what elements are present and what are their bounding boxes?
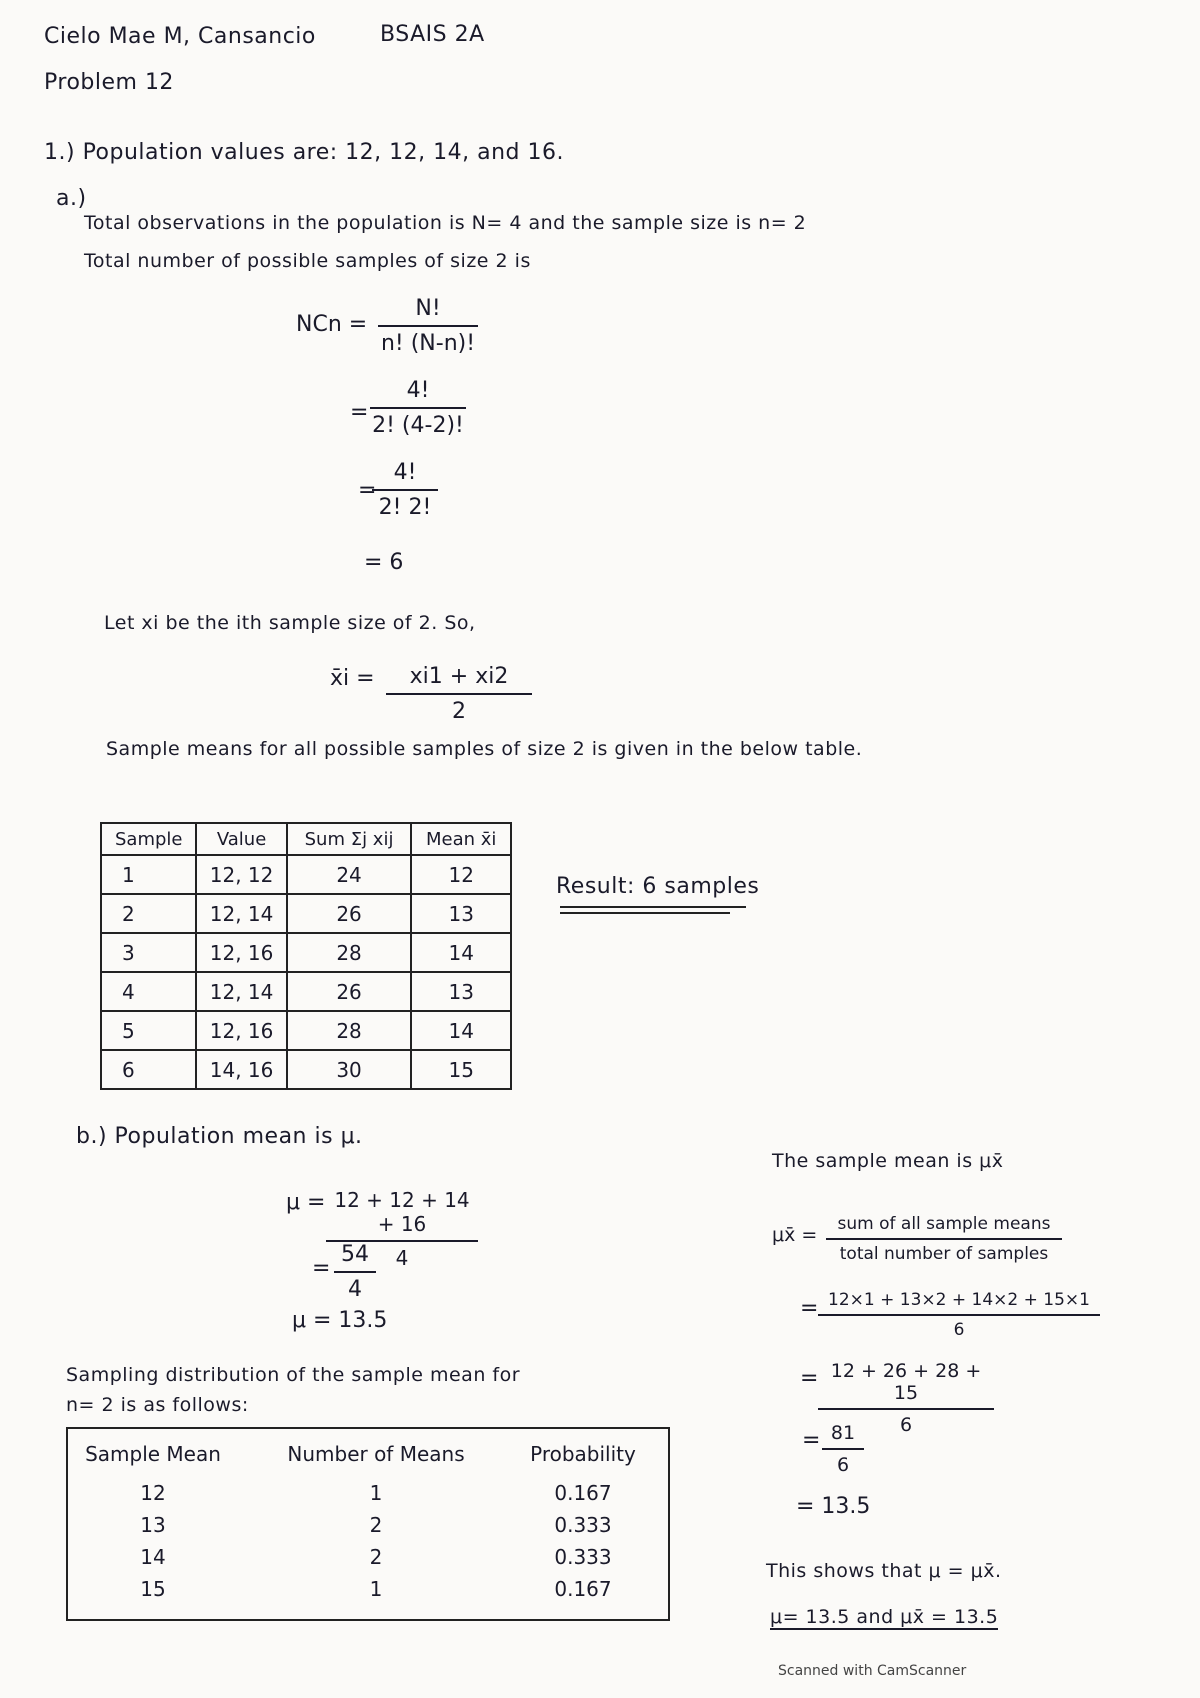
possible-samples-line: Total number of possible samples of size 2 is xyxy=(84,250,531,272)
fraction-numerator: xi1 + xi2 xyxy=(386,664,532,695)
table-row xyxy=(101,894,511,933)
cell-count: 2 xyxy=(369,1545,383,1569)
sampling-distribution-line-2: n= 2 is as follows: xyxy=(66,1394,249,1416)
fraction-numerator: 81 xyxy=(822,1422,864,1450)
mu-fraction-2 xyxy=(334,1242,376,1302)
column-number-of-means xyxy=(276,1429,476,1605)
conclusion-line: This shows that μ = μx̄. xyxy=(766,1560,1002,1582)
equals-sign: = xyxy=(358,478,377,503)
table-header-row xyxy=(101,823,511,855)
column-header-sample-mean: Sample Mean xyxy=(85,1442,221,1466)
column-header-sample: Sample xyxy=(101,823,196,855)
cell-probability: 0.167 xyxy=(554,1577,612,1601)
cell-sample: 5 xyxy=(101,1011,196,1050)
fraction-numerator: 12×1 + 13×2 + 14×2 + 15×1 xyxy=(818,1290,1100,1316)
table-row xyxy=(101,855,511,894)
sample-mean-fraction-1 xyxy=(826,1214,1062,1264)
fraction-numerator: 4! xyxy=(372,460,438,491)
cell-value: 12, 14 xyxy=(196,894,286,933)
cell-value: 12, 14 xyxy=(196,972,286,1011)
fraction-denominator: 2! (4-2)! xyxy=(372,413,464,438)
fraction-numerator: 12 + 12 + 14 + 16 xyxy=(326,1188,478,1242)
fraction-numerator: 54 xyxy=(334,1242,376,1273)
cell-value: 14, 16 xyxy=(196,1050,286,1089)
cell-sample: 4 xyxy=(101,972,196,1011)
column-header-probability: Probability xyxy=(530,1442,636,1466)
cell-mean: 13 xyxy=(140,1513,166,1537)
let-xi-line: Let xi be the ith sample size of 2. So, xyxy=(104,612,476,634)
cell-sum: 24 xyxy=(287,855,412,894)
cell-mean: 14 xyxy=(411,933,511,972)
sample-mean-lhs: μx̄ = xyxy=(772,1224,818,1246)
cell-mean: 14 xyxy=(411,1011,511,1050)
cell-value: 12, 12 xyxy=(196,855,286,894)
cell-probability: 0.167 xyxy=(554,1481,612,1505)
cell-sum: 28 xyxy=(287,933,412,972)
course-label: BSAIS 2A xyxy=(380,22,485,47)
part-a-label: a.) xyxy=(56,186,87,211)
cell-value: 12, 16 xyxy=(196,933,286,972)
cell-sample: 2 xyxy=(101,894,196,933)
cell-count: 1 xyxy=(369,1577,383,1601)
cell-mean: 15 xyxy=(140,1577,166,1601)
sample-mean-fraction-4 xyxy=(822,1422,864,1476)
cell-mean: 13 xyxy=(411,894,511,933)
combination-lhs: NCn = xyxy=(296,312,368,337)
column-header-mean: Mean x̄i xyxy=(411,823,511,855)
cell-probability: 0.333 xyxy=(554,1513,612,1537)
cell-mean: 15 xyxy=(411,1050,511,1089)
result-underline-second xyxy=(560,912,730,914)
cell-count: 2 xyxy=(369,1513,383,1537)
fraction-numerator: sum of all sample means xyxy=(826,1214,1062,1240)
cell-sum: 26 xyxy=(287,894,412,933)
observations-line: Total observations in the population is N= 4 and the sample size is n= 2 xyxy=(84,212,807,234)
cell-mean: 14 xyxy=(140,1545,166,1569)
column-sample-mean xyxy=(78,1429,228,1605)
column-header-value: Value xyxy=(196,823,286,855)
cell-probability: 0.333 xyxy=(554,1545,612,1569)
cell-sample: 1 xyxy=(101,855,196,894)
combination-result: = 6 xyxy=(364,550,404,575)
sample-means-line: Sample means for all possible samples of size 2 is given in the below table. xyxy=(106,738,863,760)
cell-count: 1 xyxy=(369,1481,383,1505)
combination-fraction-3 xyxy=(372,460,438,520)
sample-mean-title: The sample mean is μx̄ xyxy=(772,1150,1004,1172)
equals-sign: = xyxy=(800,1366,819,1391)
fraction-numerator: 4! xyxy=(370,378,466,409)
cell-sample: 6 xyxy=(101,1050,196,1089)
sample-mean-fraction-2 xyxy=(818,1290,1100,1340)
population-values: 1.) Population values are: 12, 12, 14, and 16. xyxy=(44,140,564,165)
population-mean-line: b.) Population mean is μ. xyxy=(76,1124,363,1149)
combination-fraction-2 xyxy=(370,378,466,438)
equals-sign: = xyxy=(350,400,369,425)
equals-sign: = xyxy=(802,1428,821,1453)
fraction-denominator: n! (N-n)! xyxy=(380,331,476,356)
population-mean-result: μ = 13.5 xyxy=(292,1308,388,1333)
fraction-denominator: 6 xyxy=(899,1414,913,1436)
cell-sum: 28 xyxy=(287,1011,412,1050)
column-header-number-of-means: Number of Means xyxy=(287,1442,465,1466)
xbar-lhs: x̄i = xyxy=(330,666,375,691)
fraction-denominator: 6 xyxy=(836,1454,850,1476)
equals-sign: = xyxy=(800,1296,819,1321)
cell-mean: 12 xyxy=(411,855,511,894)
fraction-denominator: 6 xyxy=(953,1320,965,1340)
table-row xyxy=(101,1050,511,1089)
column-header-sum: Sum Σj xij xyxy=(287,823,412,855)
fraction-numerator: N! xyxy=(378,296,478,327)
cell-value: 12, 16 xyxy=(196,1011,286,1050)
sample-mean-result: = 13.5 xyxy=(796,1494,871,1519)
fraction-denominator: total number of samples xyxy=(839,1244,1049,1264)
sampling-distribution-table xyxy=(66,1427,670,1621)
mu-lhs: μ = xyxy=(286,1190,326,1215)
cell-sample: 3 xyxy=(101,933,196,972)
xbar-fraction xyxy=(386,664,532,724)
fraction-denominator: 4 xyxy=(395,1246,409,1270)
sampling-distribution-line-1: Sampling distribution of the sample mean for xyxy=(66,1364,521,1386)
fraction-denominator: 2 xyxy=(452,699,466,724)
table-row xyxy=(101,933,511,972)
table-row xyxy=(101,1011,511,1050)
scanner-watermark: Scanned with CamScanner xyxy=(778,1663,967,1679)
result-note: Result: 6 samples xyxy=(556,874,760,899)
result-underline xyxy=(560,906,746,908)
student-name: Cielo Mae M, Cansancio xyxy=(44,24,316,49)
fraction-denominator: 4 xyxy=(348,1277,362,1302)
table-row xyxy=(101,972,511,1011)
column-probability xyxy=(508,1429,658,1605)
fraction-numerator: 12 + 26 + 28 + 15 xyxy=(818,1360,994,1410)
cell-sum: 26 xyxy=(287,972,412,1011)
cell-sum: 30 xyxy=(287,1050,412,1089)
cell-mean: 13 xyxy=(411,972,511,1011)
fraction-denominator: 2! 2! xyxy=(378,495,432,520)
final-answer: μ= 13.5 and μx̄ = 13.5 xyxy=(770,1606,999,1628)
cell-mean: 12 xyxy=(140,1481,166,1505)
equals-sign: = xyxy=(312,1256,331,1281)
combination-fraction-1 xyxy=(378,296,478,356)
sample-means-table xyxy=(100,822,512,1090)
problem-title: Problem 12 xyxy=(44,70,174,95)
